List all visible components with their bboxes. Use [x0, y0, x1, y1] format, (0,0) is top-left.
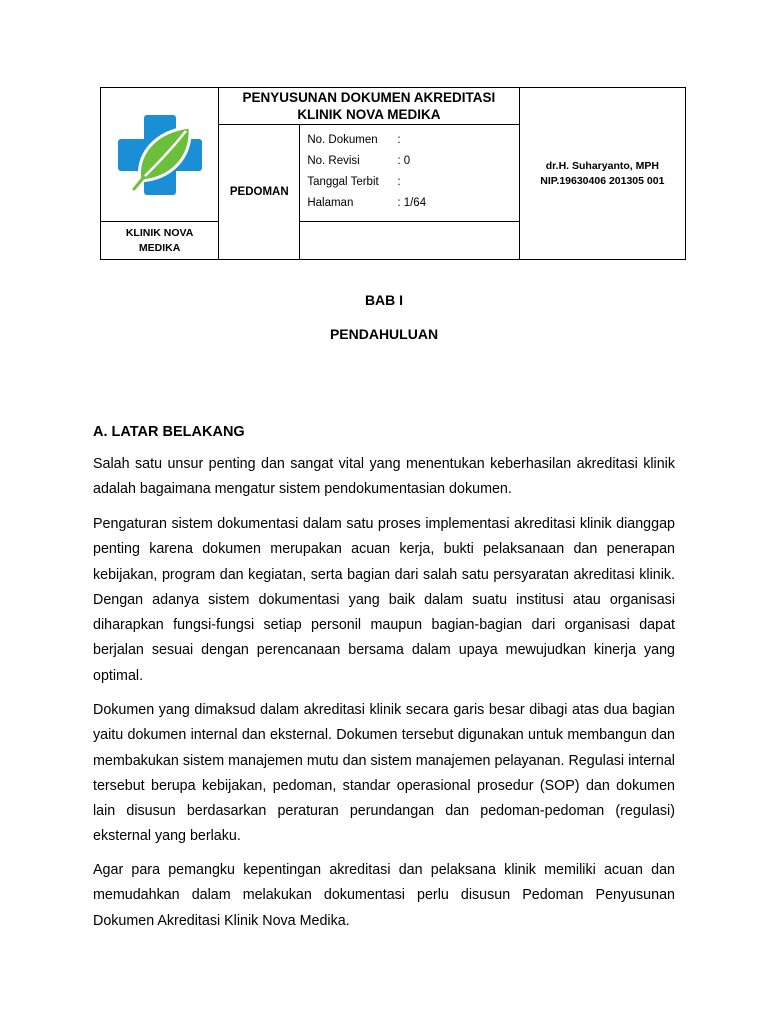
info-label: No. Revisi — [307, 154, 360, 167]
document-title — [219, 88, 520, 125]
logo-cell — [101, 88, 219, 222]
info-value: : 1/64 — [397, 196, 427, 209]
document-header-table — [100, 87, 686, 260]
paragraph: Agar para pemangku kepentingan akreditasi dan pelaksana klinik memiliki acuan dan memudahkan dalam melakukan dokumentasi perlu disusun Pedoman Penyusunan Dokumen Akreditasi Klinik Nova Medika. — [93, 862, 675, 929]
document-info — [300, 125, 519, 222]
info-label: No. Dokumen — [307, 133, 378, 146]
document-title-line2: KLINIK NOVA MEDIKA — [297, 107, 441, 122]
chapter-number: BAB I — [364, 292, 404, 308]
document-type: PEDOMAN — [219, 125, 300, 260]
signature-cell — [519, 88, 685, 260]
info-value: : — [397, 133, 401, 146]
clinic-name-line1: KLINIK NOVA — [125, 226, 194, 239]
info-label: Halaman — [307, 196, 354, 209]
section-heading: A. LATAR BELAKANG — [93, 424, 245, 440]
info-row-halaman — [307, 192, 511, 213]
cross-leaf-logo-icon — [114, 113, 206, 197]
document-title-line1: PENYUSUNAN DOKUMEN AKREDITASI — [242, 90, 496, 105]
signer-nip: NIP.19630406 201305 001 — [540, 174, 665, 187]
paragraph: Salah satu unsur penting dan sangat vital yang menentukan keberhasilan akreditasi klinik adalah bagaimana mengatur sistem pendokumentasian dokumen. — [93, 456, 675, 498]
info-value: : — [397, 175, 401, 188]
info-row-no-revisi — [307, 150, 511, 171]
clinic-name-cell — [101, 222, 219, 260]
info-row-no-dokumen — [307, 129, 511, 150]
chapter-title: PENDAHULUAN — [329, 326, 439, 342]
signer-name: dr.H. Suharyanto, MPH — [545, 159, 659, 172]
info-value: : 0 — [397, 154, 411, 167]
clinic-name-line2: MEDIKA — [138, 241, 181, 254]
info-row-tanggal-terbit — [307, 171, 511, 192]
empty-info-cell — [300, 222, 519, 260]
paragraph: Dokumen yang dimaksud dalam akreditasi klinik secara garis besar dibagi atas dua bagian yaitu dokumen internal dan eksternal. Dokumen tersebut digunakan untuk membangun dan membakukan sistem manajemen mutu dan sistem manajemen pelayanan. Regulasi internal tersebut berupa kebijakan, pedoman, standar operasional prosedur (SOP) dan dokumen lain disusun berdasarkan peraturan perundangan dan pedoman-pedoman (regulasi) eksternal yang berlaku. — [93, 702, 675, 845]
paragraph: Pengaturan sistem dokumentasi dalam satu proses implementasi akreditasi klinik dianggap penting karena dokumen merupakan acuan kerja, bukti pelaksanaan dan penerapan kebijakan, program dan kegiatan, serta bagian dari salah satu persyaratan akreditasi klinik. Dengan adanya sistem dokumentasi yang baik dalam suatu institusi atau organisasi diharapkan fungsi-fungsi setiap personil maupun bagian-bagian dari organisasi dapat berjalan sesuai dengan perencanaan bersama dalam upaya mewujudkan kinerja yang optimal. — [93, 516, 675, 684]
info-label: Tanggal Terbit — [307, 175, 379, 188]
